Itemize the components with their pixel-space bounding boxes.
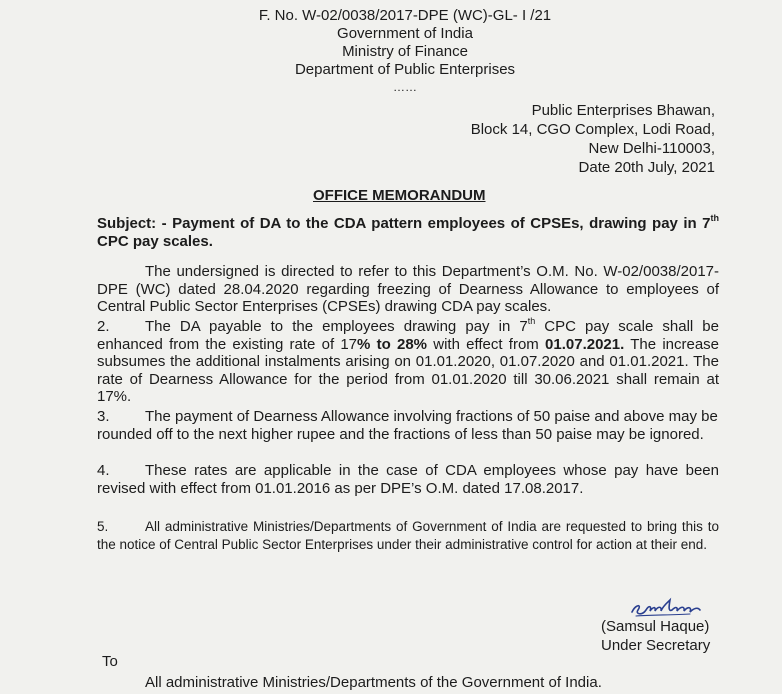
government-line: Government of India (337, 25, 473, 42)
paragraph-5-text: All administrative Ministries/Departments of Government of India are requested to bring this to the notice of Central Public Sector Enterprises under their administrative control for action at their end. (97, 519, 719, 552)
paragraph-2-text-b: CPC pay scale shall be enhanced from the existing rate of 17 (97, 318, 719, 353)
paragraph-4 (97, 462, 719, 497)
paragraph-3 (97, 408, 719, 443)
paragraph-4-number: 4. (97, 462, 110, 479)
ministry-line: Ministry of Finance (342, 43, 468, 60)
paragraph-2-text-c: with effect from (427, 335, 546, 353)
subject-sup: th (710, 213, 719, 223)
to-label: To (102, 653, 118, 670)
department-line: Department of Public Enterprises (294, 61, 516, 78)
subject-block (97, 215, 719, 250)
handwritten-signature (628, 594, 723, 620)
address-line-1: Public Enterprises Bhawan, (531, 102, 715, 119)
paragraph-2 (97, 318, 719, 406)
paragraph-2-rate: % to 28% (357, 335, 428, 353)
subject-text: Payment of DA to the CDA pattern employees of CPSEs, drawing pay in 7 (172, 215, 711, 232)
paragraph-1-text: The undersigned is directed to refer to this Department’s O.M. No. W-02/0038/2017-DPE (WC) dated 28.04.2020 regarding freezing of Dearness Allowance to employees of Central Public Sector Enterprises (CPSEs) drawing CDA pay scales. (97, 263, 719, 315)
document-date: Date 20th July, 2021 (578, 159, 715, 176)
paragraph-2-text-d: The increase subsumes the additional instalments arising on 01.01.2020, 01.07.2020 and 01.01.2021. The rate of Dearness Allowance for the period from 01.01.2020 till 30.06.2021 shall remain at 17%. (97, 335, 720, 405)
paragraph-1 (97, 263, 719, 316)
recipient-line: All administrative Ministries/Departments of the Government of India. (145, 674, 602, 691)
subject-label: Subject: - (97, 215, 167, 232)
paragraph-2-number: 2. (97, 318, 110, 335)
signature-image (628, 594, 723, 620)
paragraph-4-text: These rates are applicable in the case of CDA employees whose pay have been revised with effect from 01.01.2016 as per DPE’s O.M. dated 17.08.2017. (97, 462, 719, 497)
separator-dots: …… (393, 80, 417, 94)
paragraph-3-text: The payment of Dearness Allowance involving fractions of 50 paise and above may be rounded off to the next higher rupee and the fractions of less than 50 paise may be ignored. (97, 408, 718, 443)
file-number: F. No. W-02/0038/2017-DPE (WC)-GL- I /21 (258, 7, 552, 24)
paragraph-2-text-a: The DA payable to the employees drawing pay in 7 (145, 318, 528, 335)
signatory-designation: Under Secretary (601, 637, 711, 654)
subject-text-end: CPC pay scales. (97, 232, 213, 250)
address-line-2: Block 14, CGO Complex, Lodi Road, (470, 121, 715, 138)
paragraph-5 (97, 518, 719, 553)
paragraph-3-number: 3. (97, 408, 110, 425)
paragraph-2-sup: th (527, 316, 536, 326)
memorandum-title: OFFICE MEMORANDUM (313, 187, 486, 204)
paragraph-5-number: 5. (97, 519, 109, 534)
signatory-name: (Samsul Haque) (601, 618, 710, 635)
paragraph-2-effective-date: 01.07.2021. (545, 335, 625, 353)
address-line-3: New Delhi-110003, (588, 140, 715, 157)
